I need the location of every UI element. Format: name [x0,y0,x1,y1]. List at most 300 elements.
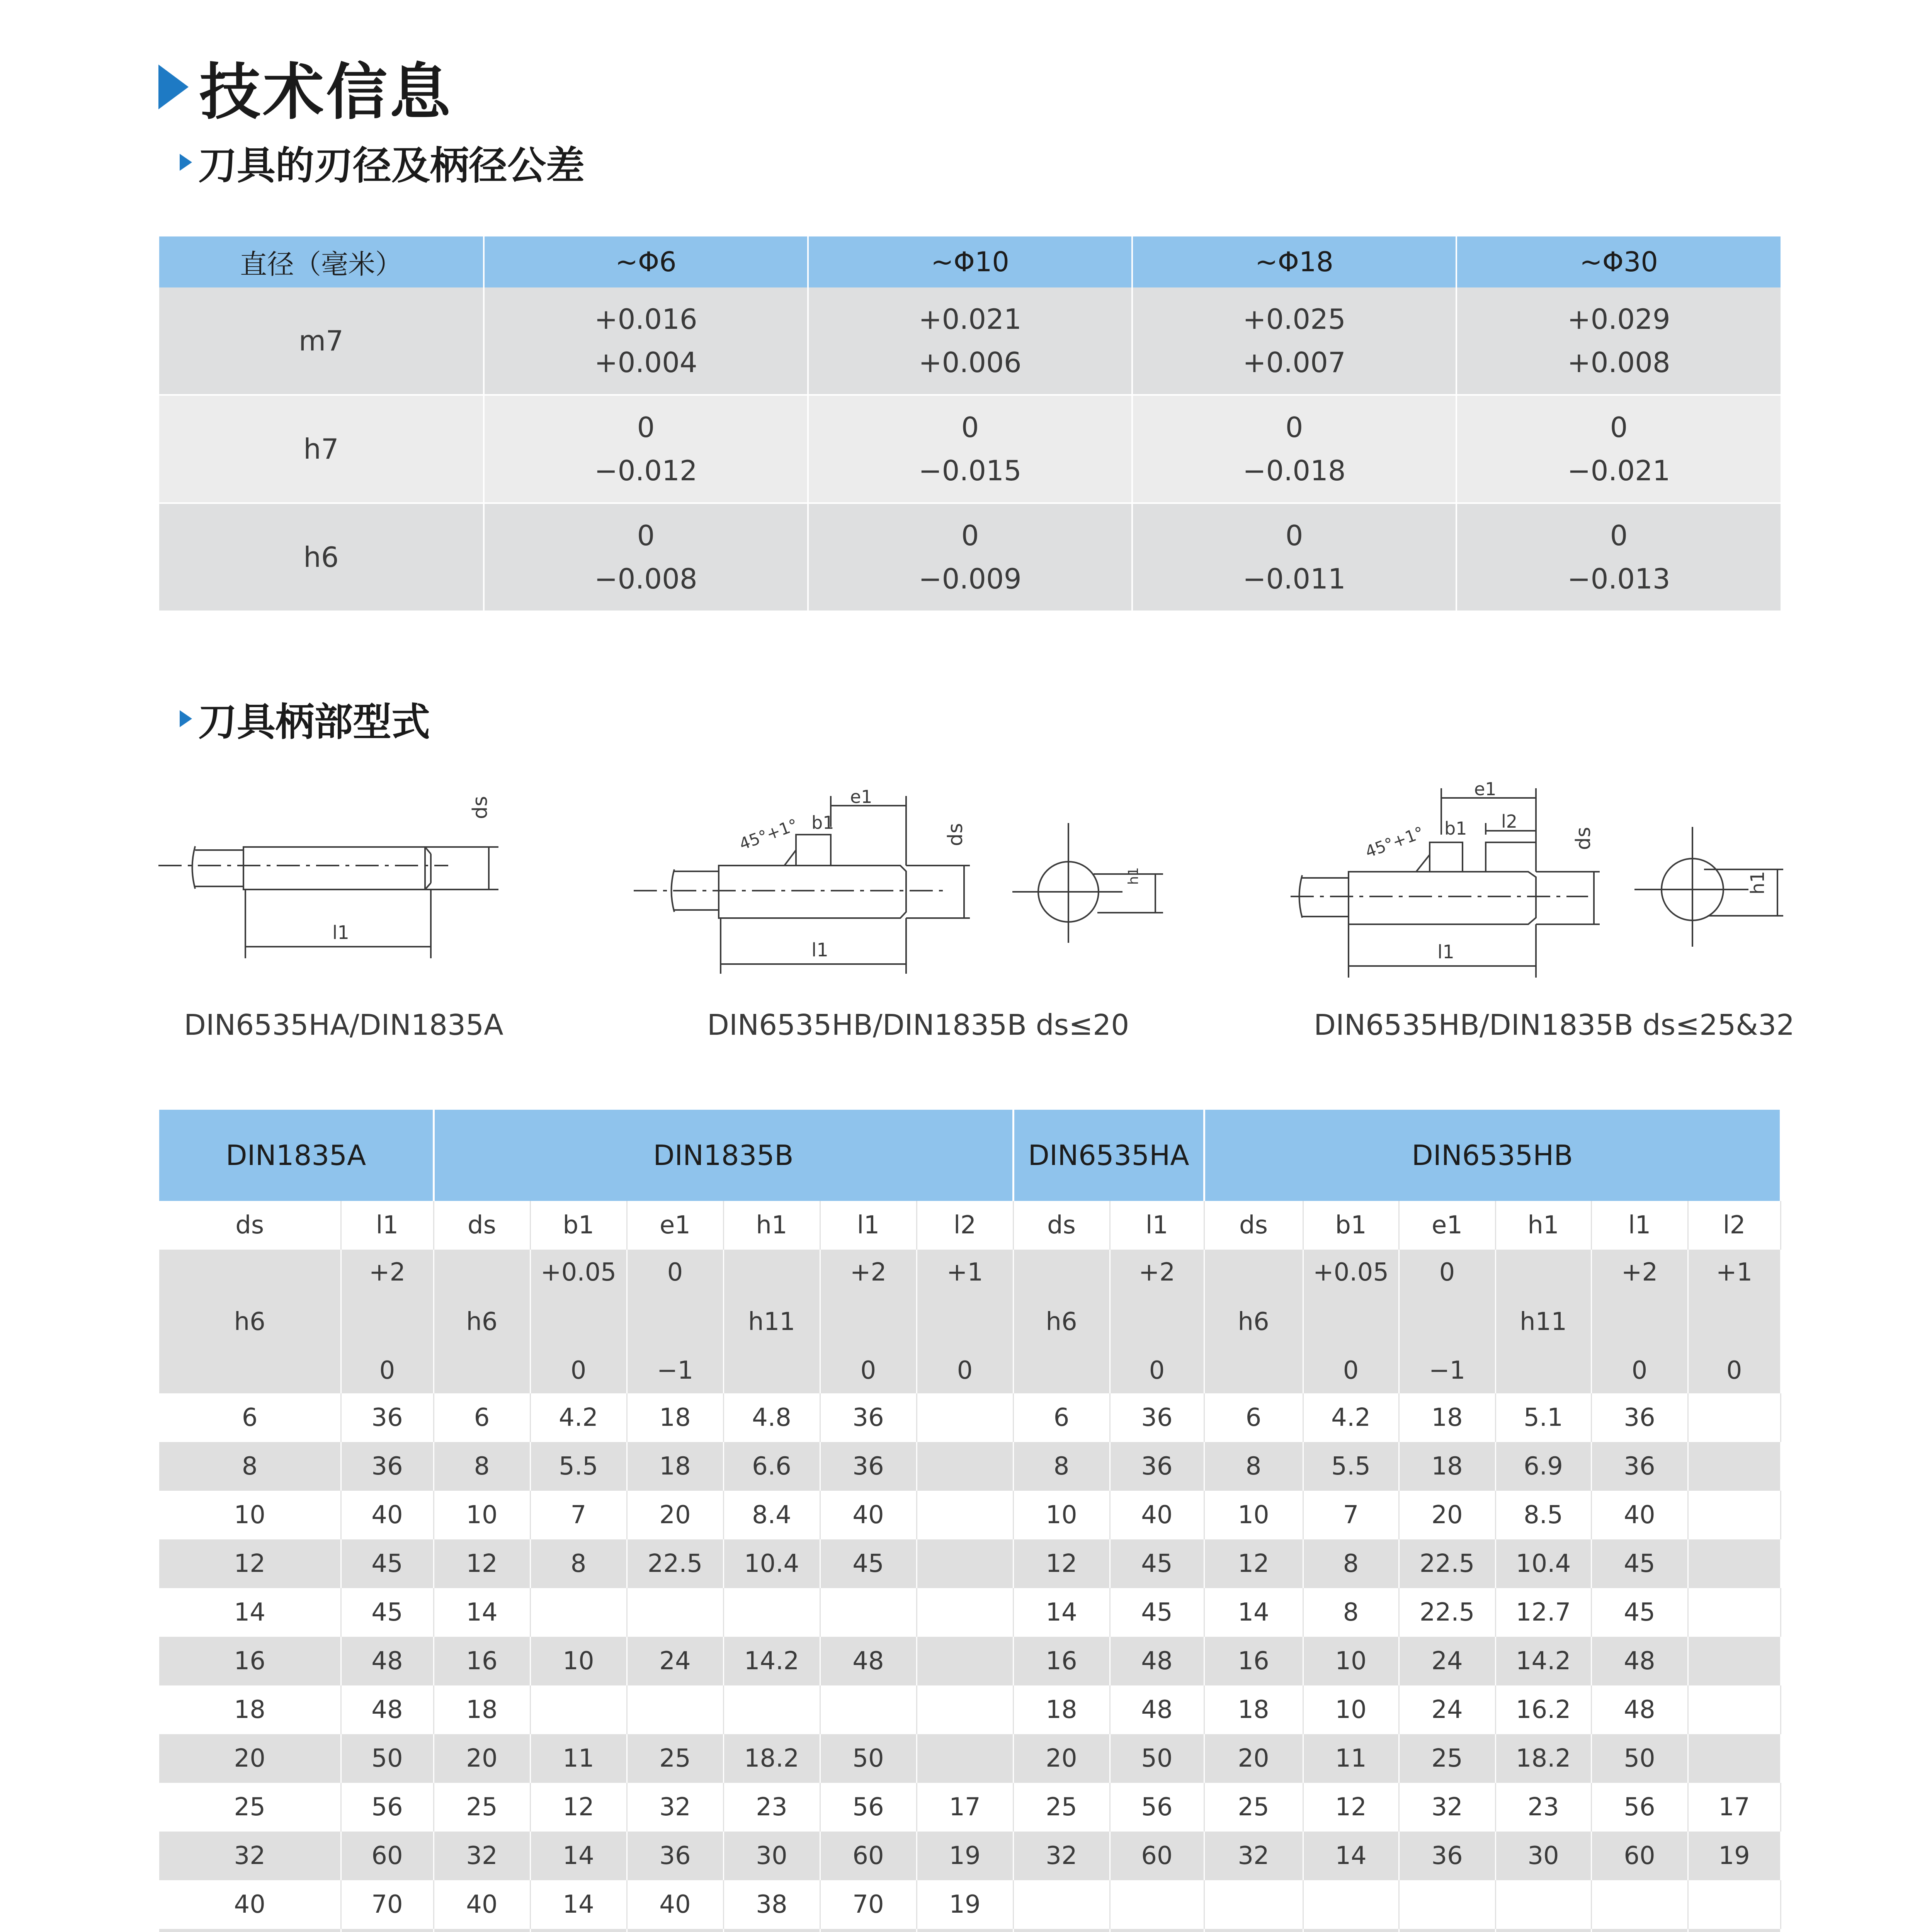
shank-diagram-hb-large [1291,788,1783,978]
table-cell [917,1491,1013,1539]
table-cell [917,1734,1013,1783]
label-l1: l1 [811,939,828,961]
table-cell [627,1685,723,1734]
table-cell: 10 [1204,1491,1303,1539]
table-row [159,1637,1781,1685]
table-cell: 45 [1110,1539,1204,1588]
table-cell: 12 [1204,1539,1303,1588]
label-b1: b1 [811,812,834,833]
table-cell [1303,1929,1399,1932]
page-heading [158,43,453,131]
table-cell: 4.8 [723,1393,820,1442]
table-row [159,1442,1781,1491]
table-cell: 25 [1204,1783,1303,1832]
shank-diagrams [0,765,1932,1005]
table-cell: 60 [341,1832,434,1880]
upper-deviation: 0 [1285,411,1303,444]
tolerance-bottom: −1 [656,1356,694,1385]
table-cell: 32 [434,1832,530,1880]
table-cell: 23 [1495,1783,1591,1832]
column-header-cell: e1 [1399,1201,1495,1250]
lower-deviation: −0.012 [594,454,697,487]
table-cell: 18.2 [723,1734,820,1783]
table-cell: 22.5 [627,1539,723,1588]
tolerance-top: +2 [1138,1258,1175,1287]
tolerance-cell [1132,287,1456,395]
tolerance-cell [1495,1250,1591,1393]
label-b1: b1 [1444,818,1467,839]
table-cell: 25 [627,1734,723,1783]
table-cell: 20 [627,1491,723,1539]
tolerance-top: +2 [1621,1258,1658,1287]
lower-deviation: −0.009 [918,563,1022,595]
table-cell [1495,1929,1591,1932]
lower-deviation: +0.004 [594,346,697,379]
table-cell: 50 [341,1734,434,1783]
table-row [159,1539,1781,1588]
table-cell: 45 [1591,1539,1688,1588]
table-cell: 24 [1399,1685,1495,1734]
table-cell: 36 [341,1393,434,1442]
table-cell: 6 [159,1393,341,1442]
tolerance-cell [1132,395,1456,503]
label-ds: ds [469,796,492,819]
table-row [159,1783,1781,1832]
table-cell [917,1588,1013,1637]
tolerance-cell [341,1250,434,1393]
table-cell: 16 [159,1637,341,1685]
upper-deviation: 0 [1610,411,1628,444]
table-cell: 14 [159,1588,341,1637]
table-row [159,1832,1781,1880]
table-cell [1688,1880,1781,1929]
table-cell [917,1685,1013,1734]
table-row [159,1393,1781,1442]
header-cell: ~Φ10 [808,236,1132,287]
table-cell: 60 [1110,1832,1204,1880]
table-cell: 48 [820,1637,917,1685]
column-header-cell: l1 [820,1201,917,1250]
table-cell: 20 [159,1734,341,1783]
lower-deviation: −0.011 [1243,563,1346,595]
table-cell: 12 [1013,1539,1110,1588]
table-cell: 8 [434,1442,530,1491]
table-cell: 60 [820,1832,917,1880]
tolerance-cell [808,395,1132,503]
diagram-caption-hb-small: DIN6535HB/DIN1835B ds≤20 [707,1009,1129,1042]
table-cell: 22.5 [1399,1588,1495,1637]
table-cell: 18 [1399,1442,1495,1491]
table-cell: 14 [434,1588,530,1637]
table-cell: 5.1 [1495,1393,1591,1442]
table-row [159,1491,1781,1539]
table-cell: 40 [1591,1491,1688,1539]
table-cell: 48 [1591,1685,1688,1734]
group-header-cell: DIN6535HB [1204,1110,1781,1201]
table-cell: 20 [1204,1734,1303,1783]
table-cell: 14 [530,1880,627,1929]
tolerance-middle: h6 [1238,1308,1269,1336]
tolerance-cell [434,1250,530,1393]
table-cell: 7 [1303,1491,1399,1539]
lower-deviation: −0.013 [1567,563,1670,595]
table-cell: 10 [530,1637,627,1685]
table-cell: 45 [1110,1588,1204,1637]
tolerance-middle: h11 [1520,1308,1567,1336]
table-cell: 6.9 [1495,1442,1591,1491]
table-cell [1688,1442,1781,1491]
label-angle: 45°+1° [736,815,801,854]
table-cell: 6 [1013,1393,1110,1442]
table-cell [627,1929,723,1932]
tolerance-bottom: 0 [860,1356,876,1385]
table-cell: 14.2 [1495,1637,1591,1685]
table-cell: 5.5 [1303,1442,1399,1491]
column-header-cell: l1 [341,1201,434,1250]
table-cell: 7 [530,1491,627,1539]
table-cell [917,1539,1013,1588]
table-cell [917,1929,1013,1932]
header-cell: ~Φ30 [1456,236,1781,287]
tolerance-middle: h6 [234,1308,265,1336]
tolerance-cell [1456,287,1781,395]
table-cell [1013,1929,1110,1932]
table-cell: 4.2 [1303,1393,1399,1442]
table-cell: 14 [1013,1588,1110,1637]
table-cell [530,1685,627,1734]
table-cell [1591,1880,1688,1929]
table-cell: 40 [820,1491,917,1539]
tolerance-cell [1303,1250,1399,1393]
tolerance-top: +0.05 [1313,1258,1389,1287]
table-cell: 8 [1303,1588,1399,1637]
column-header-cell: b1 [1303,1201,1399,1250]
table-cell: 40 [434,1880,530,1929]
table-cell: 25 [1399,1734,1495,1783]
grade-cell: h6 [159,503,484,611]
column-header-row [159,1201,1781,1250]
table-cell: 25 [1013,1783,1110,1832]
table-cell: 60 [1591,1832,1688,1880]
tolerance-top: +2 [850,1258,887,1287]
table-cell: 10.4 [723,1539,820,1588]
table-cell [1688,1588,1781,1637]
table-cell: 40 [341,1491,434,1539]
tolerance-middle: h6 [466,1308,498,1336]
table-cell: 48 [1591,1637,1688,1685]
table-cell [1688,1637,1781,1685]
table-cell: 20 [1013,1734,1110,1783]
table-cell: 16 [1204,1637,1303,1685]
table-cell: 19 [917,1880,1013,1929]
table-cell: 10 [1303,1637,1399,1685]
tolerance-cell [1013,1250,1110,1393]
label-e1: e1 [850,786,872,807]
column-header-cell: b1 [530,1201,627,1250]
header-cell: 直径（毫米） [159,236,484,287]
tolerance-cell [484,503,808,611]
table-cell [627,1588,723,1637]
table-cell: 36 [820,1442,917,1491]
table-cell: 11 [1303,1734,1399,1783]
tolerance-cell [484,287,808,395]
upper-deviation: 0 [1610,519,1628,552]
table-cell: 14.2 [723,1637,820,1685]
group-header-row [159,1110,1781,1201]
table-cell: 18 [159,1685,341,1734]
table-cell: 16 [434,1637,530,1685]
shank-diagram-ha [158,846,498,958]
table-cell: 50 [820,1734,917,1783]
table-cell: 40 [627,1880,723,1929]
table-cell: 24 [627,1637,723,1685]
tolerance-top: +0.05 [540,1258,617,1287]
table-cell: 30 [723,1832,820,1880]
table-cell: 8 [1013,1442,1110,1491]
column-header-cell: l1 [1110,1201,1204,1250]
table-cell: 40 [1110,1491,1204,1539]
table-cell [820,1588,917,1637]
table-cell: 12 [434,1539,530,1588]
lower-deviation: −0.008 [594,563,697,595]
tolerance-top: +1 [946,1258,983,1287]
table-cell: 36 [1110,1393,1204,1442]
tolerance-middle: h11 [748,1308,795,1336]
table-cell: 23 [723,1783,820,1832]
label-l2: l2 [1501,811,1518,832]
upper-deviation: +0.016 [594,303,697,335]
diagram-caption-hb-large: DIN6535HB/DIN1835B ds≤25&32 [1314,1009,1795,1042]
lower-deviation: +0.006 [918,346,1022,379]
group-header-cell: DIN1835B [434,1110,1013,1201]
tolerance-cell [808,287,1132,395]
table-cell [1688,1491,1781,1539]
table-cell: 18 [434,1685,530,1734]
table-cell [723,1588,820,1637]
table-cell [917,1637,1013,1685]
tolerance-bottom: 0 [379,1356,395,1385]
upper-deviation: 0 [1285,519,1303,552]
table-cell: 19 [917,1832,1013,1880]
table-cell: 36 [627,1832,723,1880]
header-cell: ~Φ18 [1132,236,1456,287]
table-cell: 32 [1013,1832,1110,1880]
table-cell: 6.6 [723,1442,820,1491]
header-cell: ~Φ6 [484,236,808,287]
table-cell: 6 [1204,1393,1303,1442]
section-title: 刀具的刃径及柄径公差 [198,143,585,188]
din-dimension-table [159,1110,1782,1932]
tolerance-top: 0 [1439,1258,1455,1287]
table-cell [1591,1929,1688,1932]
table-cell: 8 [1303,1539,1399,1588]
table-cell: 48 [1110,1637,1204,1685]
table-cell [1013,1880,1110,1929]
diagram-caption-ha: DIN6535HA/DIN1835A [184,1009,503,1042]
group-header-cell: DIN1835A [159,1110,434,1201]
table-cell: 22.5 [1399,1539,1495,1588]
table-cell: 70 [341,1880,434,1929]
table-cell: 36 [341,1442,434,1491]
table-cell [159,1929,341,1932]
table-cell [917,1393,1013,1442]
table-row [159,287,1781,395]
column-header-cell: l2 [1688,1201,1781,1250]
upper-deviation: +0.029 [1567,303,1670,335]
tolerance-cell [1204,1250,1303,1393]
tolerance-row [159,1250,1781,1393]
table-cell: 10.4 [1495,1539,1591,1588]
table-cell [1688,1393,1781,1442]
table-cell [1495,1880,1591,1929]
table-cell [917,1442,1013,1491]
table-cell: 45 [1591,1588,1688,1637]
tolerance-cell [627,1250,723,1393]
table-cell: 36 [820,1393,917,1442]
table-cell: 8.4 [723,1491,820,1539]
lower-deviation: −0.015 [918,454,1022,487]
lower-deviation: +0.008 [1567,346,1670,379]
table-row [159,1734,1781,1783]
grade-cell: h7 [159,395,484,503]
section-heading-shank [180,694,430,744]
table-cell: 12 [159,1539,341,1588]
tolerance-bottom: 0 [957,1356,973,1385]
table-cell: 10 [1013,1491,1110,1539]
tolerance-cell [1399,1250,1495,1393]
tolerance-bottom: 0 [570,1356,587,1385]
table-cell: 32 [1399,1783,1495,1832]
tolerance-cell [1456,395,1781,503]
group-header-cell: DIN6535HA [1013,1110,1204,1201]
upper-deviation: 0 [637,519,655,552]
column-header-cell: l1 [1591,1201,1688,1250]
tolerance-top: +2 [369,1258,406,1287]
tolerance-middle: h6 [1046,1308,1077,1336]
table-cell: 4.2 [530,1393,627,1442]
table-cell: 25 [434,1783,530,1832]
heading-marker-icon [158,65,189,109]
table-cell [1303,1880,1399,1929]
column-header-cell: ds [1013,1201,1110,1250]
lower-deviation: −0.018 [1243,454,1346,487]
table-cell: 18.2 [1495,1734,1591,1783]
label-angle: 45°+1° [1362,823,1427,862]
tolerance-cell [1591,1250,1688,1393]
table-cell [1399,1929,1495,1932]
tolerance-cell [530,1250,627,1393]
table-cell: 36 [1110,1442,1204,1491]
tolerance-bottom: 0 [1726,1356,1742,1385]
table-cell [820,1929,917,1932]
section-marker-icon [180,154,192,171]
column-header-cell: h1 [723,1201,820,1250]
table-cell: 10 [1303,1685,1399,1734]
label-ds: ds [1572,827,1595,850]
tolerance-bottom: 0 [1343,1356,1359,1385]
table-cell: 12.7 [1495,1588,1591,1637]
tolerance-cell [1110,1250,1204,1393]
tolerance-cell [1132,503,1456,611]
table-cell: 10 [159,1491,341,1539]
table-cell: 56 [1110,1783,1204,1832]
table-cell: 50 [1591,1734,1688,1783]
upper-deviation: 0 [961,519,979,552]
label-h1: h1 [1747,871,1769,895]
shank-diagram-hb-small [634,796,1163,974]
table-row [159,1880,1781,1929]
tolerance-cell [808,503,1132,611]
label-l1: l1 [332,922,349,944]
table-cell: 32 [159,1832,341,1880]
table-cell: 56 [1591,1783,1688,1832]
table-cell [1110,1880,1204,1929]
table-cell: 6 [434,1393,530,1442]
table-cell: 36 [1591,1442,1688,1491]
tolerance-top: 0 [667,1258,683,1287]
upper-deviation: 0 [961,411,979,444]
tolerance-cell [723,1250,820,1393]
table-row [159,1929,1781,1932]
table-cell [530,1588,627,1637]
table-cell [1110,1929,1204,1932]
table-cell: 12 [1303,1783,1399,1832]
table-cell: 16 [1013,1637,1110,1685]
table-cell: 45 [341,1588,434,1637]
table-cell: 8.5 [1495,1491,1591,1539]
grade-cell: m7 [159,287,484,395]
table-cell: 30 [1495,1832,1591,1880]
table-cell: 32 [627,1783,723,1832]
table-cell: 50 [1110,1734,1204,1783]
table-cell: 38 [723,1880,820,1929]
table-cell: 17 [1688,1783,1781,1832]
tolerance-cell [159,1250,341,1393]
table-cell: 56 [820,1783,917,1832]
table-cell: 16.2 [1495,1685,1591,1734]
table-cell [1688,1539,1781,1588]
upper-deviation: 0 [637,411,655,444]
table-cell: 18 [1204,1685,1303,1734]
table-row [159,503,1781,611]
column-header-cell: ds [159,1201,341,1250]
tolerance-top: +1 [1716,1258,1753,1287]
column-header-cell: ds [434,1201,530,1250]
table-cell [341,1929,434,1932]
tolerance-bottom: 0 [1631,1356,1648,1385]
table-cell: 36 [1399,1832,1495,1880]
lower-deviation: −0.021 [1567,454,1670,487]
column-header-cell: l2 [917,1201,1013,1250]
label-h1: h1 [1126,867,1141,885]
table-cell: 25 [159,1783,341,1832]
table-cell: 5.5 [530,1442,627,1491]
table-cell: 18 [1013,1685,1110,1734]
table-cell: 24 [1399,1637,1495,1685]
table-cell: 56 [341,1783,434,1832]
tolerance-cell [820,1250,917,1393]
label-ds: ds [944,823,967,846]
table-cell [434,1929,530,1932]
table-cell [1688,1685,1781,1734]
section-marker-icon [180,710,192,727]
table-row [159,1685,1781,1734]
table-cell: 32 [1204,1832,1303,1880]
tolerance-cell [1688,1250,1781,1393]
tolerance-table [159,236,1781,612]
table-cell [1399,1880,1495,1929]
tolerance-bottom: −1 [1429,1356,1466,1385]
